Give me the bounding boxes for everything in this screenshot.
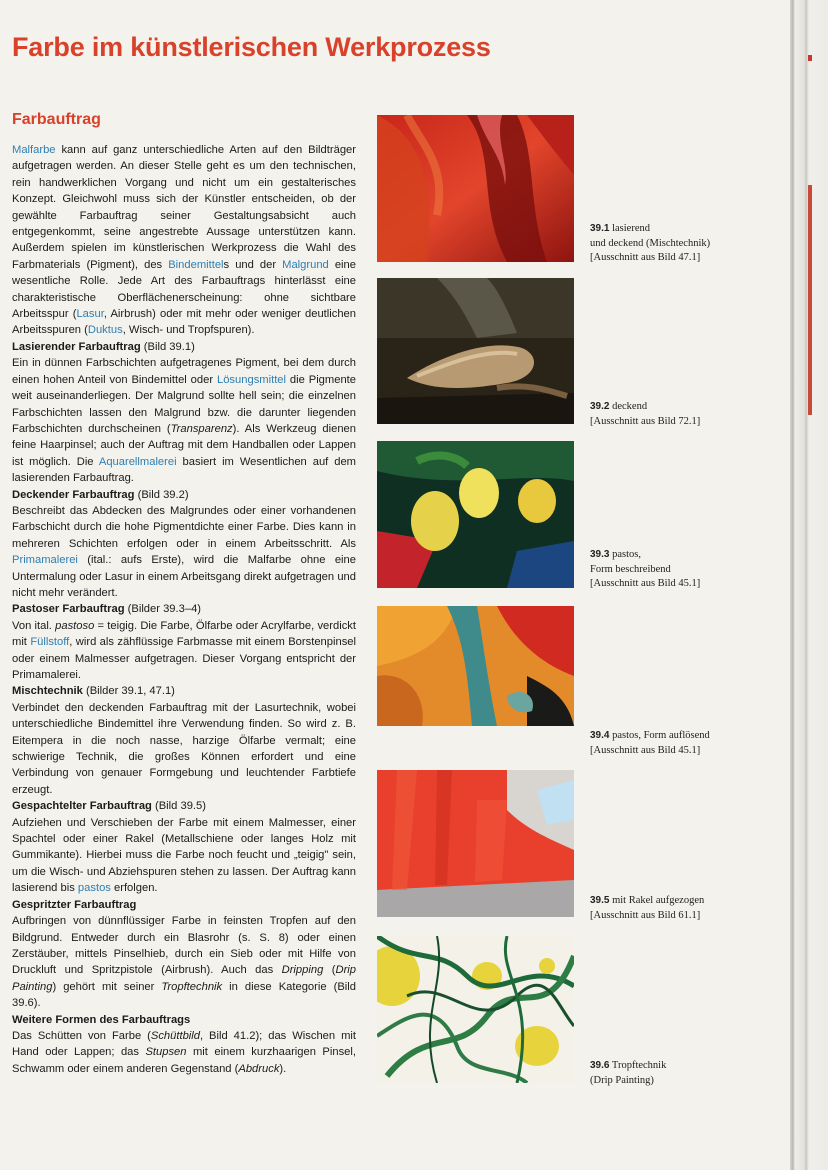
heading-weitere: Weitere Formen des Farbauftrags — [12, 1013, 191, 1026]
heading-deckend: Deckender Farbauftrag (Bild 39.2) — [12, 488, 189, 501]
link-aquarellmalerei[interactable]: Aquarellmalerei — [98, 455, 177, 468]
heading-pastos: Pastoser Farbauftrag (Bilder 39.3–4) — [12, 603, 202, 616]
paragraph-lasierend: Ein in dünnen Farbschichten aufgetragenes Pigment, bei dem durch einen hohen Anteil von Bindemittel oder Lösungsmittel die Pigmente weit auseinanderliegen. Der Malgrund sollte hell sein; die einzelnen Farbschichten lassen den Malgrund bzw. die darunter liegenden Farbschichten durchscheinen (Transparenz). Als Werkzeug dienen feine Haarpinsel; auch der Auftrag mit dem Handballen oder Lappen ist möglich. Die Aquarellmalerei basiert im Wesentlichen auf dem lasierenden Farbauftrag. — [12, 357, 356, 485]
figure-39-2-image — [377, 278, 574, 424]
heading-lasierend: Lasierender Farbauftrag (Bild 39.1) — [12, 340, 195, 353]
figure-39-6-image — [377, 936, 574, 1083]
caption-39-4: 39.4 pastos, Form auflösend [Ausschnitt aus Bild 45.1] — [590, 730, 710, 756]
link-loesungsmittel[interactable]: Lösungsmittel — [216, 373, 287, 386]
figure-39-3-image — [377, 441, 574, 588]
figure-39-1-image — [377, 115, 574, 262]
link-primamalerei[interactable]: Primamalerei — [12, 554, 78, 567]
caption-39-1: 39.1 lasierend und deckend (Mischtechnik) [Ausschnitt aus Bild 47.1] — [590, 223, 711, 263]
figure-39-4-image — [377, 606, 574, 726]
caption-39-6: 39.6 Tropftechnik (Drip Painting) — [590, 1060, 667, 1086]
body-text — [12, 142, 356, 1077]
page-edge — [790, 0, 828, 1170]
intro-paragraph: Malfarbe kann auf ganz unterschiedliche Arten auf den Bildträger aufgetragen werden. An dieser Stelle geht es um den technischen, rein handwerklichen Vorgang und nicht um ein gestalterisches Konzept. Gleichwohl muss sich der Künstler entscheiden, ob der gewählte Farbauftrag seiner Gestaltungsabsicht auch entgegenkommt, seine angestrebte Aussage unterstützen kann. Außerdem spielen im künstlerischen Werkprozess die Wahl des Farbmaterials (Pigment), des Bindemittels und der Malgrund eine wesentliche Rolle. Jede Art des Farbauftrags hinterlässt eine charakteristische Oberflächenerscheinung: ohne sichtbare Arbeitsspur (Lasur, Airbrush) oder mit mehr oder weniger deutlichen Arbeitsspuren (Duktus, Wisch- und Tropfspuren). — [12, 144, 357, 337]
link-fuellstoff[interactable]: Füllstoff — [30, 636, 70, 649]
paragraph-pastos: Von ital. pastoso = teigig. Die Farbe, Ölfarbe oder Acrylfarbe, verdickt mit Füllstoff, wird als zähflüssige Farbmasse mit einem Borstenpinsel oder einem Malmesser aufgetragen. Dieser Vorgang entspricht der Primamalerei. — [12, 619, 356, 681]
edge-mark — [808, 55, 812, 61]
paragraph-deckend: Beschreibt das Abdecken des Malgrundes oder einer vorhandenen Farbschicht durch die hohe Pigmentdichte einer Farbe. Dies kann in mehreren Schichten erfolgen oder in einem Arbeitsschritt. Als Primamalerei (ital.: aufs Erste), wird die Malfarbe ohne eine Untermalung oder Lasur in einem Arbeitsgang direkt aufgetragen und nicht mehr verändert. — [12, 504, 356, 599]
link-bindemittel[interactable]: Bindemittel — [168, 258, 224, 271]
link-lasur[interactable]: Lasur — [76, 308, 104, 321]
page-title: Farbe im künstlerischen Werkprozess — [12, 32, 491, 62]
paragraph-gespritzt: Aufbringen von dünnflüssiger Farbe in feinsten Tropfen auf den Bildgrund. Entweder durch ein Blasrohr (s. S. 8) oder einen Zerstäuber, mittels Pinselhieb, durch ein Sieb oder mit Hilfe von Druckluft und Spritzpistole (Airbrush). Auch das Dripping (Drip Painting) gehört mit seiner Tropftechnik in diese Kategorie (Bild 39.6). — [12, 915, 356, 1010]
caption-39-5: 39.5 mit Rakel aufgezogen [Ausschnitt aus Bild 61.1] — [590, 895, 705, 921]
link-malgrund[interactable]: Malgrund — [282, 258, 329, 271]
caption-39-3: 39.3 pastos, Form beschreibend [Ausschnitt aus Bild 45.1] — [590, 549, 701, 589]
paragraph-weitere: Das Schütten von Farbe (Schüttbild, Bild 41.2); das Wischen mit Hand oder Lappen; das Stupsen mit einem kurzhaarigen Pinsel, Schwamm oder einem anderen Gegenstand (Abdruck). — [12, 1029, 356, 1075]
heading-gespachtelt: Gespachtelter Farbauftrag (Bild 39.5) — [12, 800, 206, 813]
edge-mark — [808, 185, 812, 415]
link-pastos[interactable]: pastos — [77, 882, 111, 895]
caption-39-2: 39.2 deckend [Ausschnitt aus Bild 72.1] — [590, 401, 701, 427]
paragraph-mischtechnik: Verbindet den deckenden Farbauftrag mit der Lasurtechnik, wobei unterschiedliche Bindemittel ihre Verwendung finden. So wird z. B. Eitempera in die noch nasse, harzige Ölfarbe vermalt; eine schwierige Technik, die großes Können erfordert und eine Verbindung von genauer Formgebung und leuchtender Farbtiefe erzeugt. — [12, 701, 356, 796]
paragraph-gespachtelt: Aufziehen und Verschieben der Farbe mit einem Malmesser, einer Spachtel oder einer Rakel (Metallschiene oder langes Holz mit Gummikante). Hierbei muss die Farbe noch feucht und „teigig" sein, um die Wisch- und Abziehspuren stehen zu lassen. Der Auftrag kann lasierend bis pastos erfolgen. — [12, 816, 356, 895]
heading-mischtechnik: Mischtechnik (Bilder 39.1, 47.1) — [12, 685, 175, 698]
link-malfarbe[interactable]: Malfarbe — [12, 144, 56, 156]
section-title: Farbauftrag — [12, 111, 101, 128]
link-duktus[interactable]: Duktus — [87, 324, 123, 337]
figure-39-5-image — [377, 770, 574, 917]
heading-gespritzt: Gespritzter Farbauftrag — [12, 898, 137, 911]
